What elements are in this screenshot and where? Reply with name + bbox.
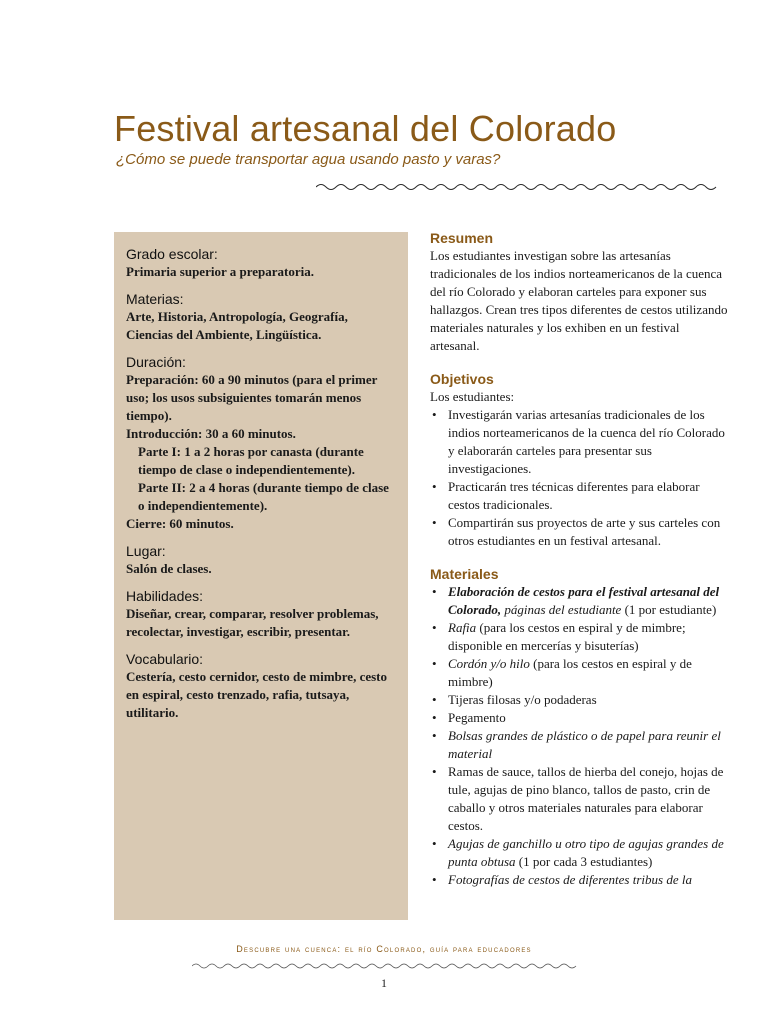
material-item [430,583,730,619]
material-item-italic: páginas del estudiante [501,602,622,617]
resumen-heading: Resumen [430,230,494,246]
duracion-line: Parte I: 1 a 2 horas por canasta (durante tiempo de clase o independientemente). [138,444,364,477]
main-column [430,229,730,889]
material-item-bold: Elaboración de cestos para el festival artesanal del Colorado, [448,584,720,617]
material-item-italic: Bolsas grandes de plástico o de papel para reunir el material [448,728,721,761]
material-item-text: Pegamento [448,710,506,725]
materias-section [126,291,396,344]
habilidades-heading: Habilidades: [126,588,204,604]
duracion-line: Cierre: 60 minutos. [126,516,234,531]
grado-section [126,246,396,281]
material-item-text: (1 por estudiante) [621,602,717,617]
objetivos-heading: Objetivos [430,371,494,387]
duracion-line: Preparación: 60 a 90 minutos (para el primer uso; los usos subsiguientes tomarán menos tiempo). [126,372,378,423]
material-item-italic: Agujas de ganchillo u otro tipo de agujas grandes de punta obtusa [448,836,724,869]
objetivo-item: • Investigarán varias artesanías tradicionales de los indios norteamericanos de la cuenca del río Colorado y elaborarán carteles para presentar sus investigaciones. [430,406,730,478]
document-title: Festival artesanal del Colorado [114,108,617,149]
grado-text: Primaria superior a preparatoria. [126,264,314,279]
title-wave-divider [316,181,722,193]
duracion-line: Parte II: 2 a 4 horas (durante tiempo de clase o independientemente). [138,480,389,513]
material-item-italic: Cordón y/o hilo [448,656,530,671]
document-subtitle: ¿Cómo se puede transportar agua usando pasto y varas? [116,151,501,168]
lesson-info-sidebar [114,232,408,920]
lugar-heading: Lugar: [126,543,166,559]
vocabulario-heading: Vocabulario: [126,651,204,667]
material-item-text: (para los cestos en espiral y de mimbre) [448,656,692,689]
lugar-section [126,543,396,578]
material-item [430,763,730,835]
resumen-text: Los estudiantes investigan sobre las artesanías tradicionales de los indios norteamericanos de la cuenca del río Colorado y elaboran carteles para exponer sus hallazgos. Crean tres tipos diferentes de cestos utilizando materiales naturales y los exhiben en un festival artesanal. [430,248,728,353]
material-item [430,619,730,655]
material-item [430,835,730,871]
footer-wave-divider [192,962,578,970]
wave-line [316,185,716,190]
footer-guide-title: Descubre una cuenca: el río Colorado, guía para educadores [236,944,532,954]
material-item [430,709,730,727]
material-item-text: (para los cestos en espiral y de mimbre; disponible en mercerías y bisuterías) [448,620,686,653]
grado-heading: Grado escolar: [126,246,218,262]
material-item-italic: Rafia [448,620,477,635]
material-item-text: Ramas de sauce, tallos de hierba del conejo, hojas de tule, agujas de pino blanco, tallos de pasto, crin de caballo y otros materiales naturales para elaborar cestos. [448,764,724,833]
duracion-line: Introducción: 30 a 60 minutos. [126,426,296,441]
duracion-heading: Duración: [126,354,186,370]
objetivo-item: • Compartirán sus proyectos de arte y sus carteles con otros estudiantes en un festival artesanal. [430,514,730,550]
material-item [430,871,730,889]
materiales-list [430,583,730,889]
material-item-text: (1 por cada 3 estudiantes) [515,854,653,869]
habilidades-section [126,588,396,641]
lugar-text: Salón de clases. [126,561,212,576]
vocabulario-text: Cestería, cesto cernidor, cesto de mimbre, cesto en espiral, cesto trenzado, rafia, tutsaya, utilitario. [126,669,387,720]
objetivo-item: • Practicarán tres técnicas diferentes para elaborar cestos tradicionales. [430,478,730,514]
materiales-heading: Materiales [430,566,499,582]
wave-line [192,964,576,968]
material-item [430,727,730,763]
habilidades-text: Diseñar, crear, comparar, resolver problemas, recolectar, investigar, escribir, presentar. [126,606,379,639]
vocabulario-section [126,651,396,722]
material-item-italic: Fotografías de cestos de diferentes tribus de la [448,872,692,887]
material-item [430,691,730,709]
objetivos-intro: Los estudiantes: [430,389,515,404]
duracion-section [126,354,396,533]
materias-text: Arte, Historia, Antropología, Geografía, Ciencias del Ambiente, Lingüística. [126,309,348,342]
material-item-text: Tijeras filosas y/o podaderas [448,692,597,707]
material-item [430,655,730,691]
materias-heading: Materias: [126,291,184,307]
page-number: 1 [381,976,387,990]
objetivos-list [430,406,730,550]
